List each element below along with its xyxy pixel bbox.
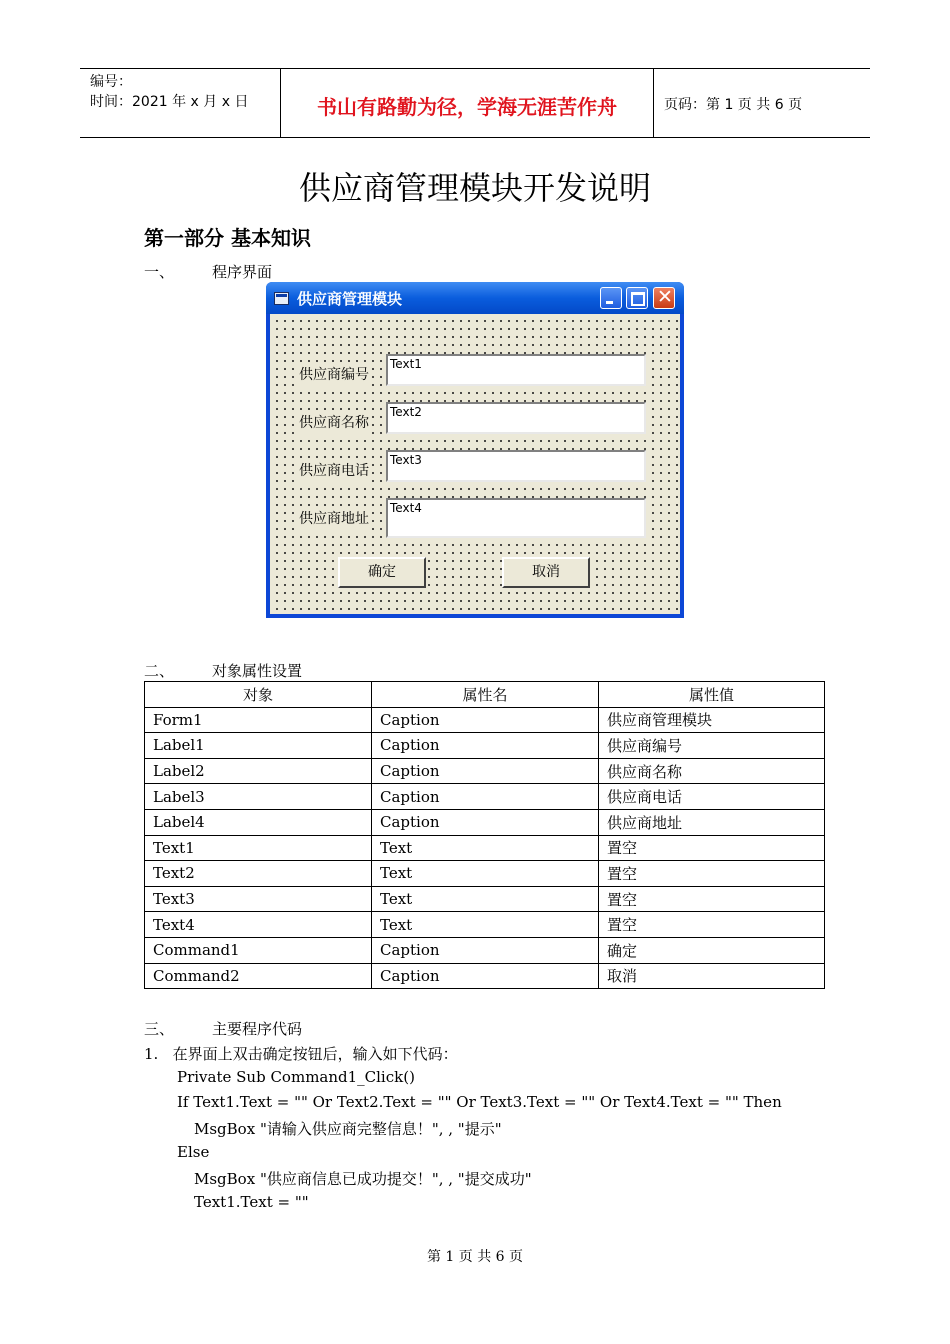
column-header-value: 属性值 bbox=[599, 682, 825, 708]
column-header-property: 属性名 bbox=[372, 682, 599, 708]
table-row bbox=[145, 963, 825, 989]
code-line: MsgBox "供应商信息已成功提交！", , "提交成功" bbox=[194, 1170, 532, 1188]
code-line: If Text1.Text = "" Or Text2.Text = "" Or Text3.Text = "" Or Text4.Text = "" Then bbox=[177, 1093, 782, 1111]
cell-object: Label4 bbox=[145, 809, 372, 835]
minimize-button[interactable] bbox=[600, 287, 622, 309]
cell-value: 取消 bbox=[599, 963, 825, 989]
label-supplier-id: 供应商编号 bbox=[298, 362, 370, 386]
form-icon bbox=[274, 292, 289, 305]
header-meta-cell bbox=[80, 69, 281, 137]
section-number: 二、 bbox=[144, 662, 175, 680]
cell-value: 置空 bbox=[599, 912, 825, 938]
cell-property: Caption bbox=[372, 784, 599, 810]
cell-property: Caption bbox=[372, 963, 599, 989]
table-row bbox=[145, 784, 825, 810]
cell-value: 供应商电话 bbox=[599, 784, 825, 810]
cell-value: 供应商管理模块 bbox=[599, 707, 825, 733]
code-line: Else bbox=[177, 1143, 210, 1161]
cell-object: Text3 bbox=[145, 886, 372, 912]
page-footer: 第 1 页 共 6 页 bbox=[426, 1249, 524, 1265]
cell-object: Text1 bbox=[145, 835, 372, 861]
cell-property: Caption bbox=[372, 733, 599, 759]
cell-property: Caption bbox=[372, 758, 599, 784]
document-title: 供应商管理模块开发说明 bbox=[298, 169, 651, 207]
object-properties-table bbox=[144, 681, 825, 989]
header-motto: 书山有路勤为径，学海无涯苦作舟 bbox=[317, 95, 617, 119]
section-label: 程序界面 bbox=[212, 263, 273, 281]
header-page-info: 页码：第 1 页 共 6 页 bbox=[664, 97, 803, 113]
table-row bbox=[145, 937, 825, 963]
header-page-cell bbox=[654, 69, 870, 137]
table-row bbox=[145, 758, 825, 784]
document-time-label: 时间：2021 年 x 月 x 日 bbox=[90, 94, 249, 110]
section-heading-3 bbox=[144, 1018, 302, 1039]
cell-property: Text bbox=[372, 861, 599, 887]
text3-input[interactable]: Text3 bbox=[386, 450, 646, 482]
cell-property: Caption bbox=[372, 937, 599, 963]
section-heading-1 bbox=[144, 261, 272, 282]
label-supplier-phone: 供应商电话 bbox=[298, 458, 370, 482]
cancel-button[interactable]: 取消 bbox=[502, 557, 590, 588]
document-number-label: 编号： bbox=[90, 74, 132, 90]
section-number: 一、 bbox=[144, 263, 175, 281]
cell-value: 供应商名称 bbox=[599, 758, 825, 784]
cell-object: Label2 bbox=[145, 758, 372, 784]
label-supplier-address: 供应商地址 bbox=[298, 506, 370, 530]
part-heading: 第一部分 基本知识 bbox=[144, 226, 311, 250]
section-heading-2 bbox=[144, 660, 302, 681]
maximize-button[interactable] bbox=[626, 287, 648, 309]
cell-value: 置空 bbox=[599, 861, 825, 887]
page-header bbox=[80, 68, 870, 138]
cell-value: 供应商编号 bbox=[599, 733, 825, 759]
close-button[interactable] bbox=[653, 287, 675, 309]
cell-object: Text4 bbox=[145, 912, 372, 938]
text2-input[interactable]: Text2 bbox=[386, 402, 646, 434]
cell-value: 置空 bbox=[599, 835, 825, 861]
header-motto-cell bbox=[281, 69, 654, 137]
cell-property: Text bbox=[372, 835, 599, 861]
section-number: 三、 bbox=[144, 1020, 175, 1038]
close-icon: ✕ bbox=[657, 286, 673, 308]
table-row bbox=[145, 861, 825, 887]
table-row bbox=[145, 886, 825, 912]
text1-input[interactable]: Text1 bbox=[386, 354, 646, 386]
table-header-row bbox=[145, 682, 825, 708]
cell-object: Label3 bbox=[145, 784, 372, 810]
code-line: Private Sub Command1_Click() bbox=[177, 1068, 415, 1086]
cell-value: 确定 bbox=[599, 937, 825, 963]
ok-button[interactable]: 确定 bbox=[338, 557, 426, 588]
cell-property: Caption bbox=[372, 707, 599, 733]
window-titlebar bbox=[266, 282, 684, 314]
cell-property: Caption bbox=[372, 809, 599, 835]
table-row bbox=[145, 809, 825, 835]
cell-object: Form1 bbox=[145, 707, 372, 733]
text4-input[interactable]: Text4 bbox=[386, 498, 646, 538]
cell-object: Command2 bbox=[145, 963, 372, 989]
cell-object: Text2 bbox=[145, 861, 372, 887]
step-instruction: 1. 在界面上双击确定按钮后，输入如下代码： bbox=[144, 1045, 458, 1063]
code-line: MsgBox "请输入供应商完整信息！", , "提示" bbox=[194, 1120, 502, 1138]
vb-form-window bbox=[266, 282, 684, 618]
table-row bbox=[145, 912, 825, 938]
section-label: 主要程序代码 bbox=[212, 1020, 303, 1038]
cell-value: 置空 bbox=[599, 886, 825, 912]
cell-object: Command1 bbox=[145, 937, 372, 963]
cell-property: Text bbox=[372, 912, 599, 938]
table-row bbox=[145, 707, 825, 733]
cell-object: Label1 bbox=[145, 733, 372, 759]
cell-property: Text bbox=[372, 886, 599, 912]
window-title: 供应商管理模块 bbox=[297, 290, 403, 308]
section-label: 对象属性设置 bbox=[212, 662, 303, 680]
code-line: Text1.Text = "" bbox=[194, 1193, 309, 1211]
cell-value: 供应商地址 bbox=[599, 809, 825, 835]
table-row bbox=[145, 733, 825, 759]
column-header-object: 对象 bbox=[145, 682, 372, 708]
table-row bbox=[145, 835, 825, 861]
form-client-area bbox=[270, 314, 680, 614]
label-supplier-name: 供应商名称 bbox=[298, 410, 370, 434]
